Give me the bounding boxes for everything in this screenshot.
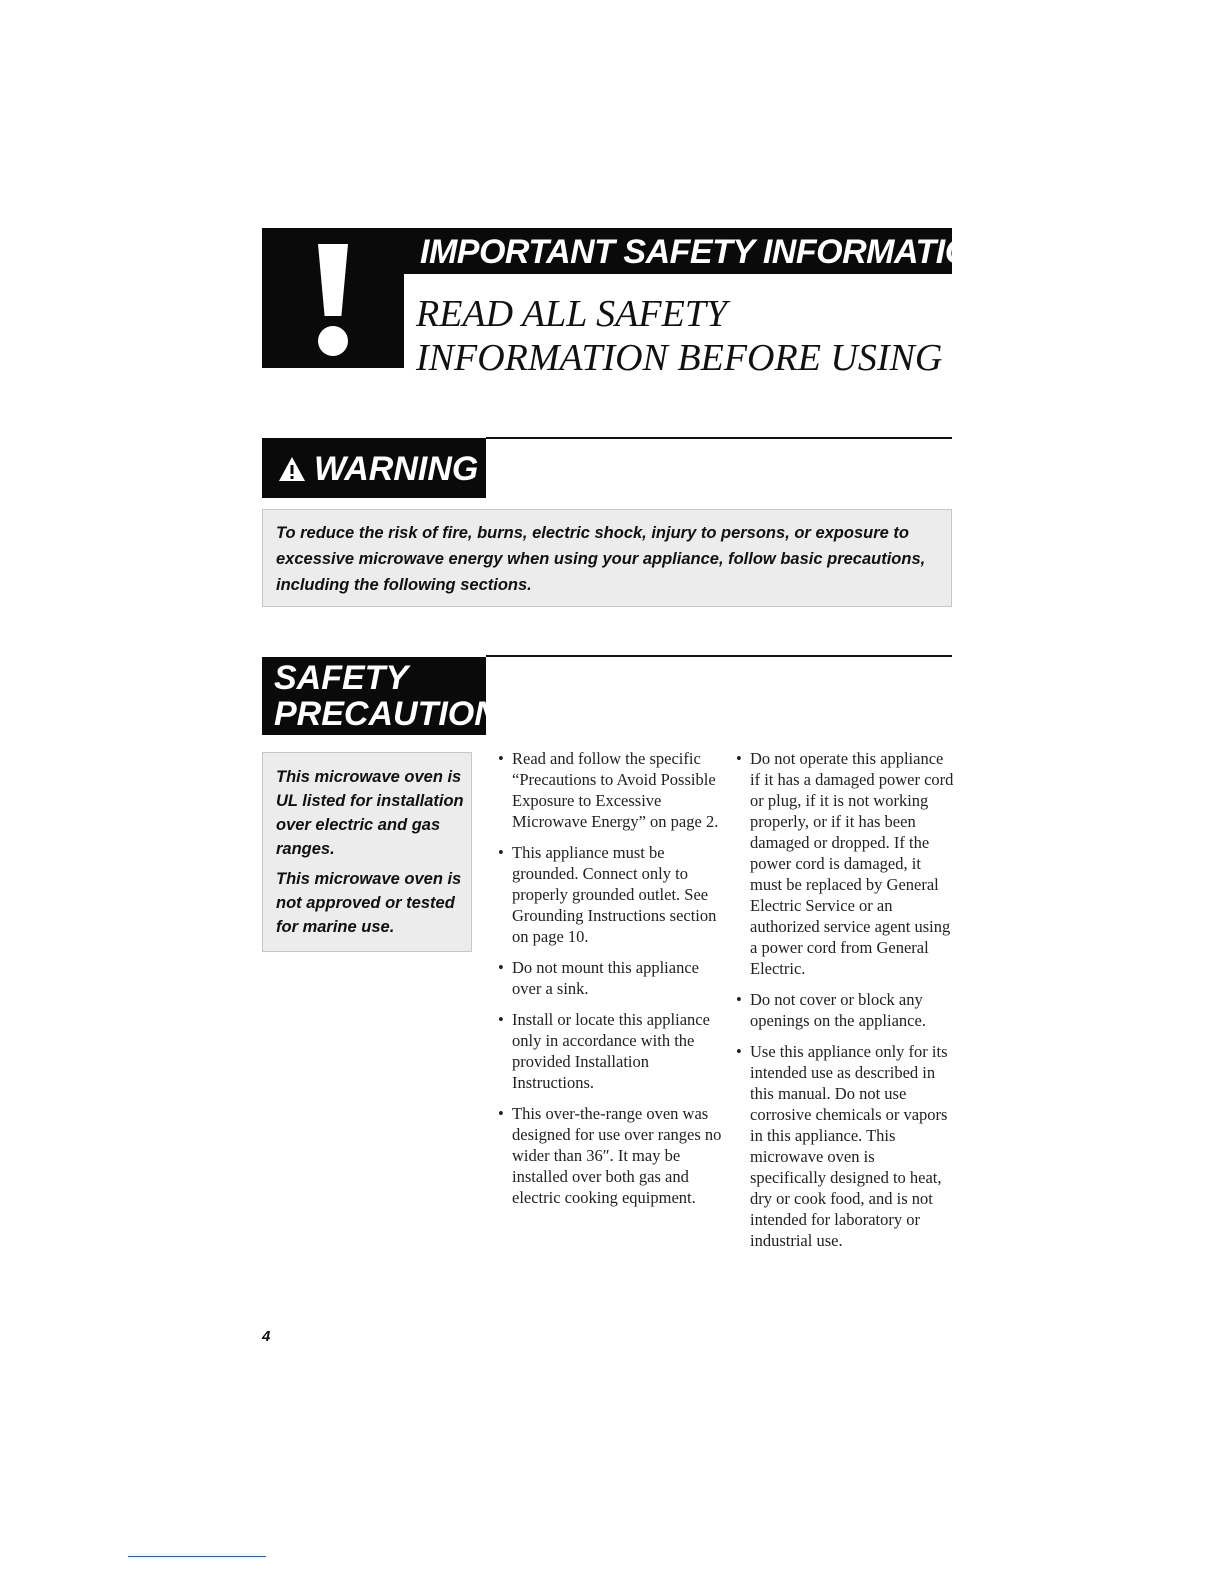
- warning-text: To reduce the risk of fire, burns, electric shock, injury to persons, or exposure to excessive microwave energy when using your appliance, follow basic precautions, including the following sections.: [276, 524, 926, 594]
- precautions-column-1: [498, 748, 728, 1218]
- list-item: • Do not mount this appliance over a sink.: [498, 957, 728, 999]
- safety-heading-line-2: PRECAUTIONS: [274, 695, 522, 733]
- warning-rule: [486, 437, 952, 439]
- list-item: • Do not operate this appliance if it has a damaged power cord or plug, if it is not working properly, or if it has been damaged or dropped. If the power cord is damaged, it must be replaced by General Electric Service or an authorized service agent using a power cord from General Electric.: [736, 748, 954, 979]
- list-item: • Read and follow the specific “Precautions to Avoid Possible Exposure to Excessive Microwave Energy” on page 2.: [498, 748, 728, 832]
- exclamation-dot: [318, 326, 348, 356]
- footer-link-underline[interactable]: [128, 1556, 266, 1557]
- precautions-column-2: [736, 748, 954, 1261]
- list-item: • Use this appliance only for its intended use as described in this manual. Do not use corrosive chemicals or vapors in this appliance. This microwave oven is specifically designed to heat, dry or cook food, and is not intended for laboratory or industrial use.: [736, 1041, 954, 1251]
- warning-label: WARNING: [314, 450, 479, 488]
- safety-rule: [486, 655, 952, 657]
- page-title: IMPORTANT SAFETY INFORMATION: [420, 233, 995, 271]
- safety-precautions-heading: [274, 659, 522, 733]
- warning-triangle-icon: [278, 455, 306, 483]
- list-item: • Do not cover or block any openings on the appliance.: [736, 989, 954, 1031]
- read-all-line-2: INFORMATION BEFORE USING: [416, 337, 943, 379]
- list-item: • This appliance must be grounded. Connect only to properly grounded outlet. See Grounding Instructions section on page 10.: [498, 842, 728, 947]
- side-note: This microwave oven is UL listed for installation over electric and gas ranges.: [276, 768, 464, 858]
- side-note: This microwave oven is not approved or tested for marine use.: [276, 870, 462, 936]
- page-number: 4: [262, 1328, 271, 1345]
- read-all-line-1: READ ALL SAFETY: [416, 293, 728, 335]
- safety-heading-line-1: SAFETY: [274, 659, 409, 697]
- list-item: • Install or locate this appliance only in accordance with the provided Installation Instructions.: [498, 1009, 728, 1093]
- list-item: • This over-the-range oven was designed for use over ranges no wider than 36″. It may be installed over both gas and electric cooking equipment.: [498, 1103, 728, 1208]
- read-all-notice: [416, 292, 956, 380]
